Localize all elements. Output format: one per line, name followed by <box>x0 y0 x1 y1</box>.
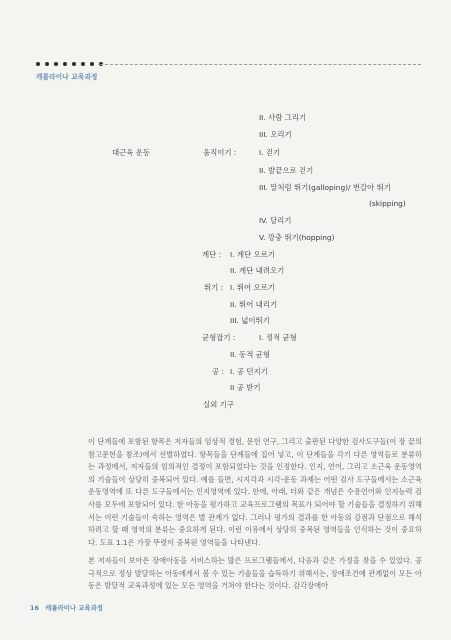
outline-item: II. 발끝으로 걷기 <box>259 166 314 175</box>
outline-item: III. 넓이뛰기 <box>230 316 270 325</box>
category-label: 움직이기 : <box>203 148 237 157</box>
body-paragraph: 본 저자들이 보아온 장애아동을 서비스하는 많은 프로그램들에서, 다음과 같은 가정을 찾을 수 있었다. 공극적으로 정상 발달하는 아동에게서 볼 수 있는 기술들을 습득하기 위해서는, 장애조건에 관계없이 모든 아동은 발달적 교육과정에 있는 모든 영역을 거쳐야 한다는 것이다. 감각장애아 <box>88 556 422 591</box>
outline-item: III. 오리기 <box>259 130 292 139</box>
outline-item: V. 깡충 뛰기(hopping) <box>259 233 335 242</box>
outline-item: I. 뛰어 오르기 <box>230 283 275 292</box>
outline-item: I. 계단 오르기 <box>230 250 275 259</box>
domain-label: 대근육 운동 <box>112 148 151 157</box>
category-label: 균형잡기 : <box>202 333 236 342</box>
outline-item: I. 걷기 <box>259 148 281 157</box>
outline-item: III. 말처럼 뛰기(galloping)/ 번갈아 뛰기 <box>259 183 391 192</box>
category-label: 계단 : <box>202 250 222 259</box>
outline-item: II. 계단 내려오기 <box>230 266 285 275</box>
category-label: 실외 기구 <box>203 400 234 409</box>
outline-item: II. 동적 균형 <box>230 350 270 359</box>
body-paragraph: 이 단계들에 포함된 항목은 저자들의 임상적 경험, 문헌 연구, 그리고 출판된 다양한 검사도구들(이 장 끝의 참고문헌을 참조)에서 선별하였다. 항목들을 단계들에 집어 넣고, 이 단계들을 각기 다른 영역들로 분류하는 과정에서, 저자들의 임의적인 결정이 포함되었다는 것을 인정한다. 인지, 언어, 그리고 소근육 운동영역의 기술들이 상당히 중복되어 있다. 예를 들면, 시지각과 시각-운동 과제는 어떤 검사 도구들에서는 소근육 운동영역에 또 다른 도구들에서는 인지영역에 있다. 안에, 아래, 더와 같은 개념은 수용언어와 인지능력 검사를 모두에 포함되어 있다. 한 아동을 평가하고 교육프로그램의 목표가 되어야 할 기술들을 결정하기 위해서는 이런 기술들이 속하는 영역은 별 관계가 없다. 그러나 평가의 결과를 한 아동의 강점과 단점으로 해석하려고 할 때 영역의 분류는 중요하게 된다. 이런 이유에서 상당히 중복된 영역들을 인식하는 것이 중요하다. 도표 1.1은 가장 뚜렷이 중복된 영역들을 나타낸다. <box>88 437 422 547</box>
outline-item: II. 뛰어 내리기 <box>230 300 278 309</box>
outline-item: I. 정적 균형 <box>259 333 297 342</box>
page-number: 16 <box>30 604 39 612</box>
outline-item: II. 사람 그리기 <box>259 113 307 122</box>
outline-item: II 공 받기 <box>230 383 261 392</box>
category-label: 공 : <box>212 367 224 376</box>
page-footer <box>30 603 103 612</box>
outline-item-continuation: (skipping) <box>369 199 406 208</box>
footer-title: 캐롤라이나 교육과정 <box>45 604 103 612</box>
outline-item: IV. 달리기 <box>259 216 292 225</box>
outline-item: I. 공 던지기 <box>230 367 268 376</box>
category-label: 뛰기 : <box>204 283 224 292</box>
running-title: 캐롤라이나 교육과정 <box>36 73 98 81</box>
